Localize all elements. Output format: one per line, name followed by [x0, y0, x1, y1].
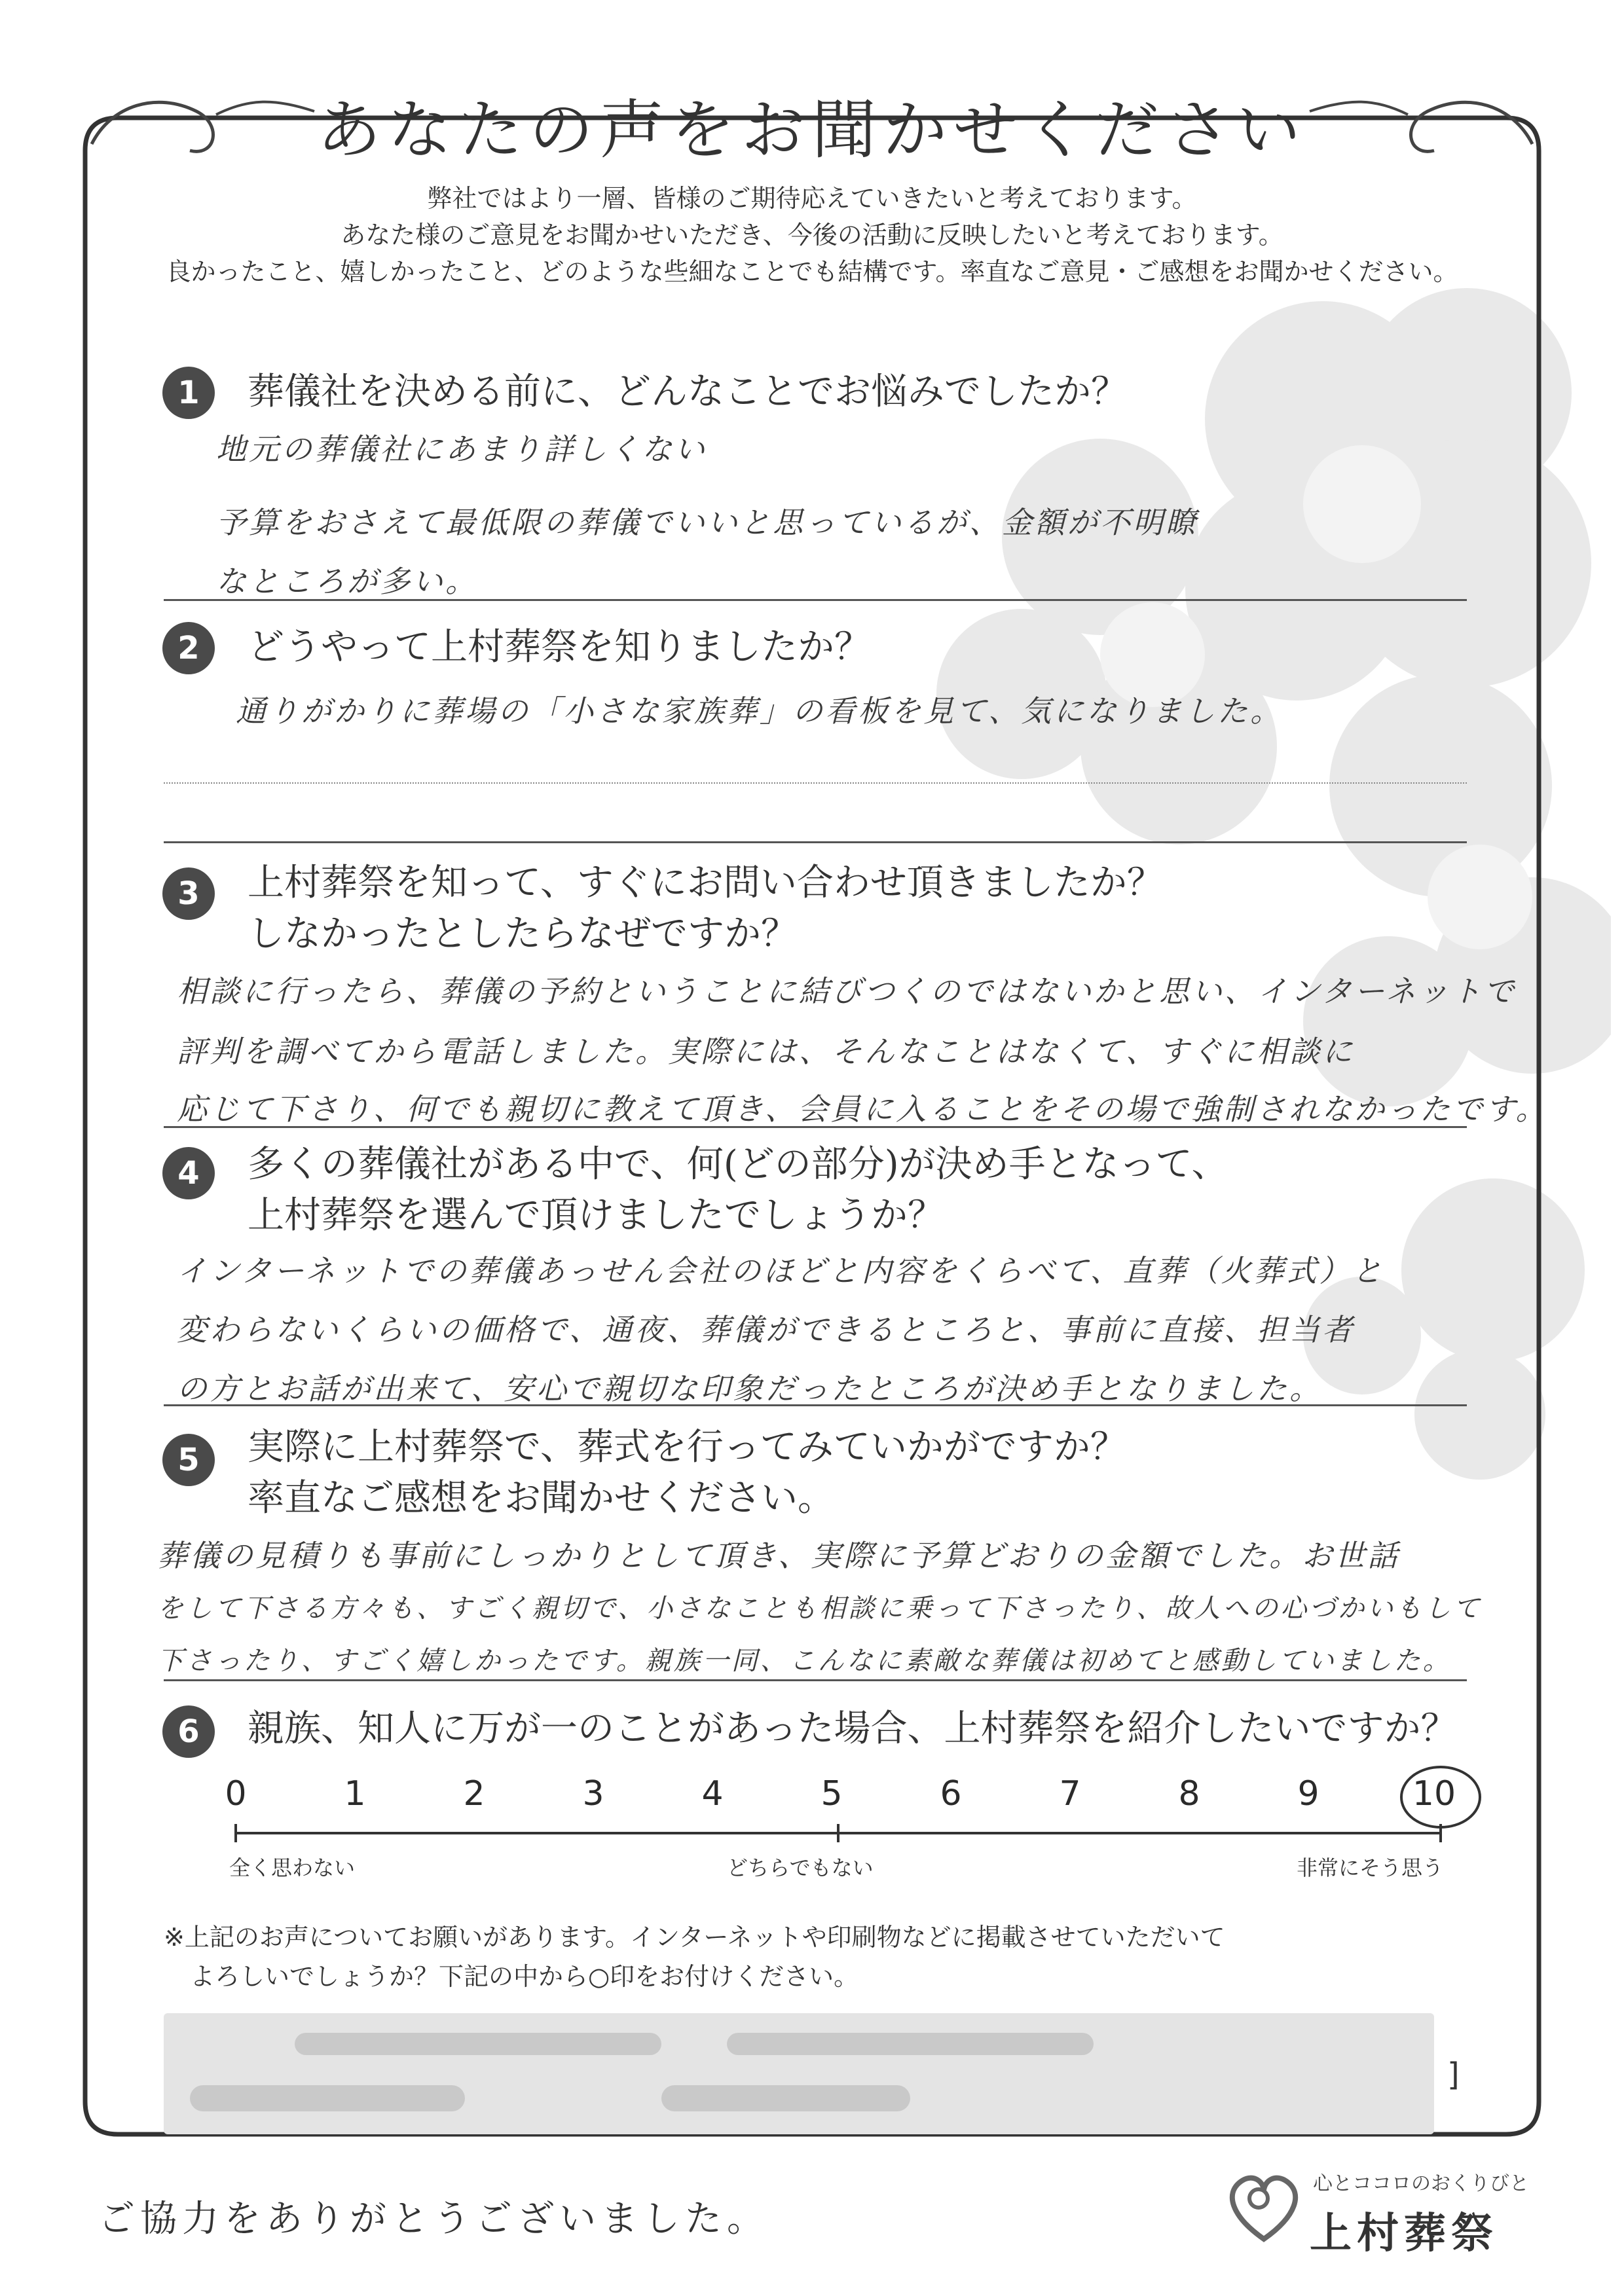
scale-number-4[interactable]: 4 — [701, 1774, 724, 1813]
answer-2-line-1: 通りがかりに葬場の「小さな家族葬」の看板を見て、気になりました。 — [236, 693, 1283, 729]
blurred-options — [164, 2013, 1434, 2134]
question-4-text-line-2: 上村葬祭を選んで頂けましたでしょうか？ — [248, 1194, 944, 1237]
thanks-message: ご協力をありがとうございました。 — [98, 2198, 769, 2240]
publication-note-line-1: ※上記のお声についてお願いがあります。インターネットや印刷物などに掲載させていただいて — [164, 1923, 1225, 1952]
answer-4-line-3: の方とお話が出来て、安心で親切な印象だったところが決め手となりました。 — [177, 1371, 1323, 1406]
answer-5-line-1: 葬儀の見積りも事前にしっかりとして頂き、実際に予算どおりの金額でした。お世話 — [157, 1538, 1401, 1573]
answer-rule — [164, 599, 1467, 601]
question-number-5: 5 — [162, 1434, 215, 1486]
question-number-6: 6 — [162, 1705, 215, 1758]
answer-3-line-3: 応じて下さり、何でも親切に教えて頂き、会員に入ることをその場で強制されなかったです。 — [177, 1091, 1549, 1127]
answer-1-line-2: 予算をおさえて最低限の葬儀でいいと思っているが、金額が不明瞭 — [216, 505, 1198, 540]
question-number-4: 4 — [162, 1147, 215, 1199]
answer-5-line-3: 下さったり、すごく嬉しかったです。親族一同、こんなに素敵な葬儀は初めてと感動していました。 — [157, 1646, 1452, 1676]
heart-logo-icon — [1218, 2160, 1310, 2252]
intro-line: 弊社ではより一層、皆様のご期待応えていきたいと考えております。 — [427, 184, 1197, 213]
blurred-option — [661, 2085, 910, 2111]
question-1-text: 葬儀社を決める前に、どんなことでお悩みでしたか？ — [248, 371, 1128, 413]
question-number-1: 1 — [162, 367, 215, 419]
question-2-text: どうやって上村葬祭を知りましたか？ — [248, 626, 871, 668]
scale-label-high: 非常にそう思う — [1297, 1855, 1444, 1880]
answer-1-line-3: なところが多い。 — [216, 564, 478, 599]
scale-number-3[interactable]: 3 — [582, 1774, 604, 1813]
logo-tagline: 心とココロのおくりびと — [1313, 2172, 1529, 2195]
answer-rule — [164, 1404, 1467, 1406]
blurred-option — [727, 2033, 1094, 2055]
answer-3-line-2: 評判を調べてから電話しました。実際には、そんなことはなくて、すぐに相談に — [177, 1034, 1356, 1069]
question-6-text: 親族、知人に万が一のことがあった場合、上村葬祭を紹介したいですか？ — [248, 1707, 1458, 1750]
question-5-text-line-2: 率直なご感想をお聞かせください。 — [248, 1477, 834, 1520]
scale-number-5[interactable]: 5 — [821, 1774, 843, 1813]
scale-number-10[interactable]: 10 — [1412, 1774, 1456, 1813]
scale-number-6[interactable]: 6 — [940, 1774, 962, 1813]
bracket-mark: ] — [1447, 2056, 1460, 2093]
answer-5-line-2: をして下さる方々も、すごく親切で、小さなことも相談に乗って下さったり、故人への心づかいもして — [157, 1594, 1483, 1624]
question-3-text-line-1: 上村葬祭を知って、すぐにお問い合わせ頂きましたか？ — [248, 862, 1164, 904]
scale-number-0[interactable]: 0 — [225, 1774, 247, 1813]
page-title: あなたの声をお聞かせください — [316, 93, 1307, 168]
scale-axis — [223, 1820, 1454, 1846]
logo-name: 上村葬祭 — [1310, 2210, 1498, 2258]
scale-number-2[interactable]: 2 — [463, 1774, 485, 1813]
scale-number-9[interactable]: 9 — [1297, 1774, 1320, 1813]
answer-4-line-2: 変わらないくらいの価格で、通夜、葬儀ができるところと、事前に直接、担当者 — [177, 1312, 1356, 1347]
blurred-option — [295, 2033, 661, 2055]
answer-rule — [164, 841, 1467, 843]
publication-note-line-2: よろしいでしょうか？下記の中から○印をお付けください。 — [190, 1962, 859, 1991]
question-number-3: 3 — [162, 867, 215, 920]
question-4-text-line-1: 多くの葬儀社がある中で、何(どの部分)が決め手となって、 — [248, 1143, 1228, 1186]
scale-label-low: 全く思わない — [229, 1855, 356, 1880]
question-3-text-line-2: しなかったとしたらなぜですか？ — [248, 913, 798, 955]
answer-4-line-1: インターネットでの葬儀あっせん会社のほどと内容をくらべて、直葬（火葬式）と — [177, 1253, 1385, 1288]
scale-number-1[interactable]: 1 — [344, 1774, 366, 1813]
answer-3-line-1: 相談に行ったら、葬儀の予約ということに結びつくのではないかと思い、インターネットで — [177, 974, 1517, 1009]
scale-label-mid: どちらでもない — [727, 1855, 874, 1880]
question-5-text-line-1: 実際に上村葬祭で、葬式を行ってみていかがですか？ — [248, 1426, 1127, 1468]
answer-rule — [164, 782, 1467, 784]
answer-rule — [164, 1679, 1467, 1681]
scale-number-8[interactable]: 8 — [1178, 1774, 1200, 1813]
intro-text — [0, 180, 1624, 290]
scale-number-7[interactable]: 7 — [1059, 1774, 1081, 1813]
blurred-option — [190, 2085, 465, 2111]
answer-rule — [164, 1126, 1467, 1128]
question-number-2: 2 — [162, 622, 215, 674]
intro-line: あなた様のご意見をお聞かせいただき、今後の活動に反映したいと考えております。 — [341, 221, 1283, 249]
intro-line: 良かったこと、嬉しかったこと、どのような些細なことでも結構です。率直なご意見・ご感想をお聞かせください。 — [166, 257, 1458, 286]
answer-1-line-1: 地元の葬儀社にあまり詳しくない — [216, 431, 707, 467]
